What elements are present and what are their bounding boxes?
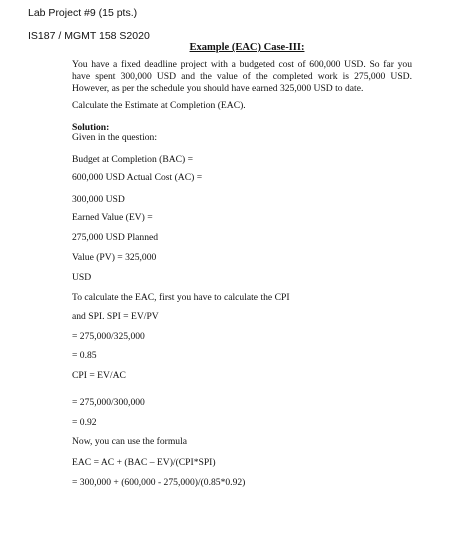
page-title: Example (EAC) Case-III: <box>189 42 305 53</box>
solution-line-cpi-result: = 0.92 <box>72 417 97 428</box>
solution-line-ev-value: 275,000 USD Planned <box>72 232 159 243</box>
solution-line-ev-label: Earned Value (EV) = <box>72 212 153 223</box>
solution-line-formula-intro: Now, you can use the formula <box>72 436 188 447</box>
solution-line-bac-value: 600,000 USD Actual Cost (AC) = <box>72 172 203 183</box>
solution-line-cpi-formula: CPI = EV/AC <box>72 370 126 381</box>
problem-paragraph: You have a fixed deadline project with a budgeted cost of 600,000 USD. So far you have spent 300,000 USD and the value of the completed work is 275,000 USD. However, as per the schedule you should have earned 325,000 USD to date. <box>72 59 412 94</box>
solution-line-given: Given in the question: <box>72 132 157 143</box>
solution-heading: Solution: <box>72 122 110 133</box>
solution-line-spi-division: = 275,000/325,000 <box>72 331 145 342</box>
solution-line-cpi-division: = 275,000/300,000 <box>72 397 145 408</box>
solution-line-spi-formula: and SPI. SPI = EV/PV <box>72 311 159 322</box>
solution-line-pv: Value (PV) = 325,000 <box>72 252 157 263</box>
solution-line-bac-label: Budget at Completion (BAC) = <box>72 154 194 165</box>
solution-line-eac-formula: EAC = AC + (BAC – EV)/(CPI*SPI) <box>72 457 216 468</box>
solution-line-ac-value: 300,000 USD <box>72 194 125 205</box>
header-course-code: IS187 / MGMT 158 S2020 <box>28 30 150 42</box>
solution-line-spi-result: = 0.85 <box>72 350 97 361</box>
problem-question: Calculate the Estimate at Completion (EAC). <box>72 100 246 111</box>
solution-line-eac-substitution: = 300,000 + (600,000 - 275,000)/(0.85*0.92) <box>72 477 246 488</box>
solution-line-calc-intro: To calculate the EAC, first you have to calculate the CPI <box>72 292 290 303</box>
solution-line-usd: USD <box>72 272 92 283</box>
header-lab-project: Lab Project #9 (15 pts.) <box>28 7 138 19</box>
